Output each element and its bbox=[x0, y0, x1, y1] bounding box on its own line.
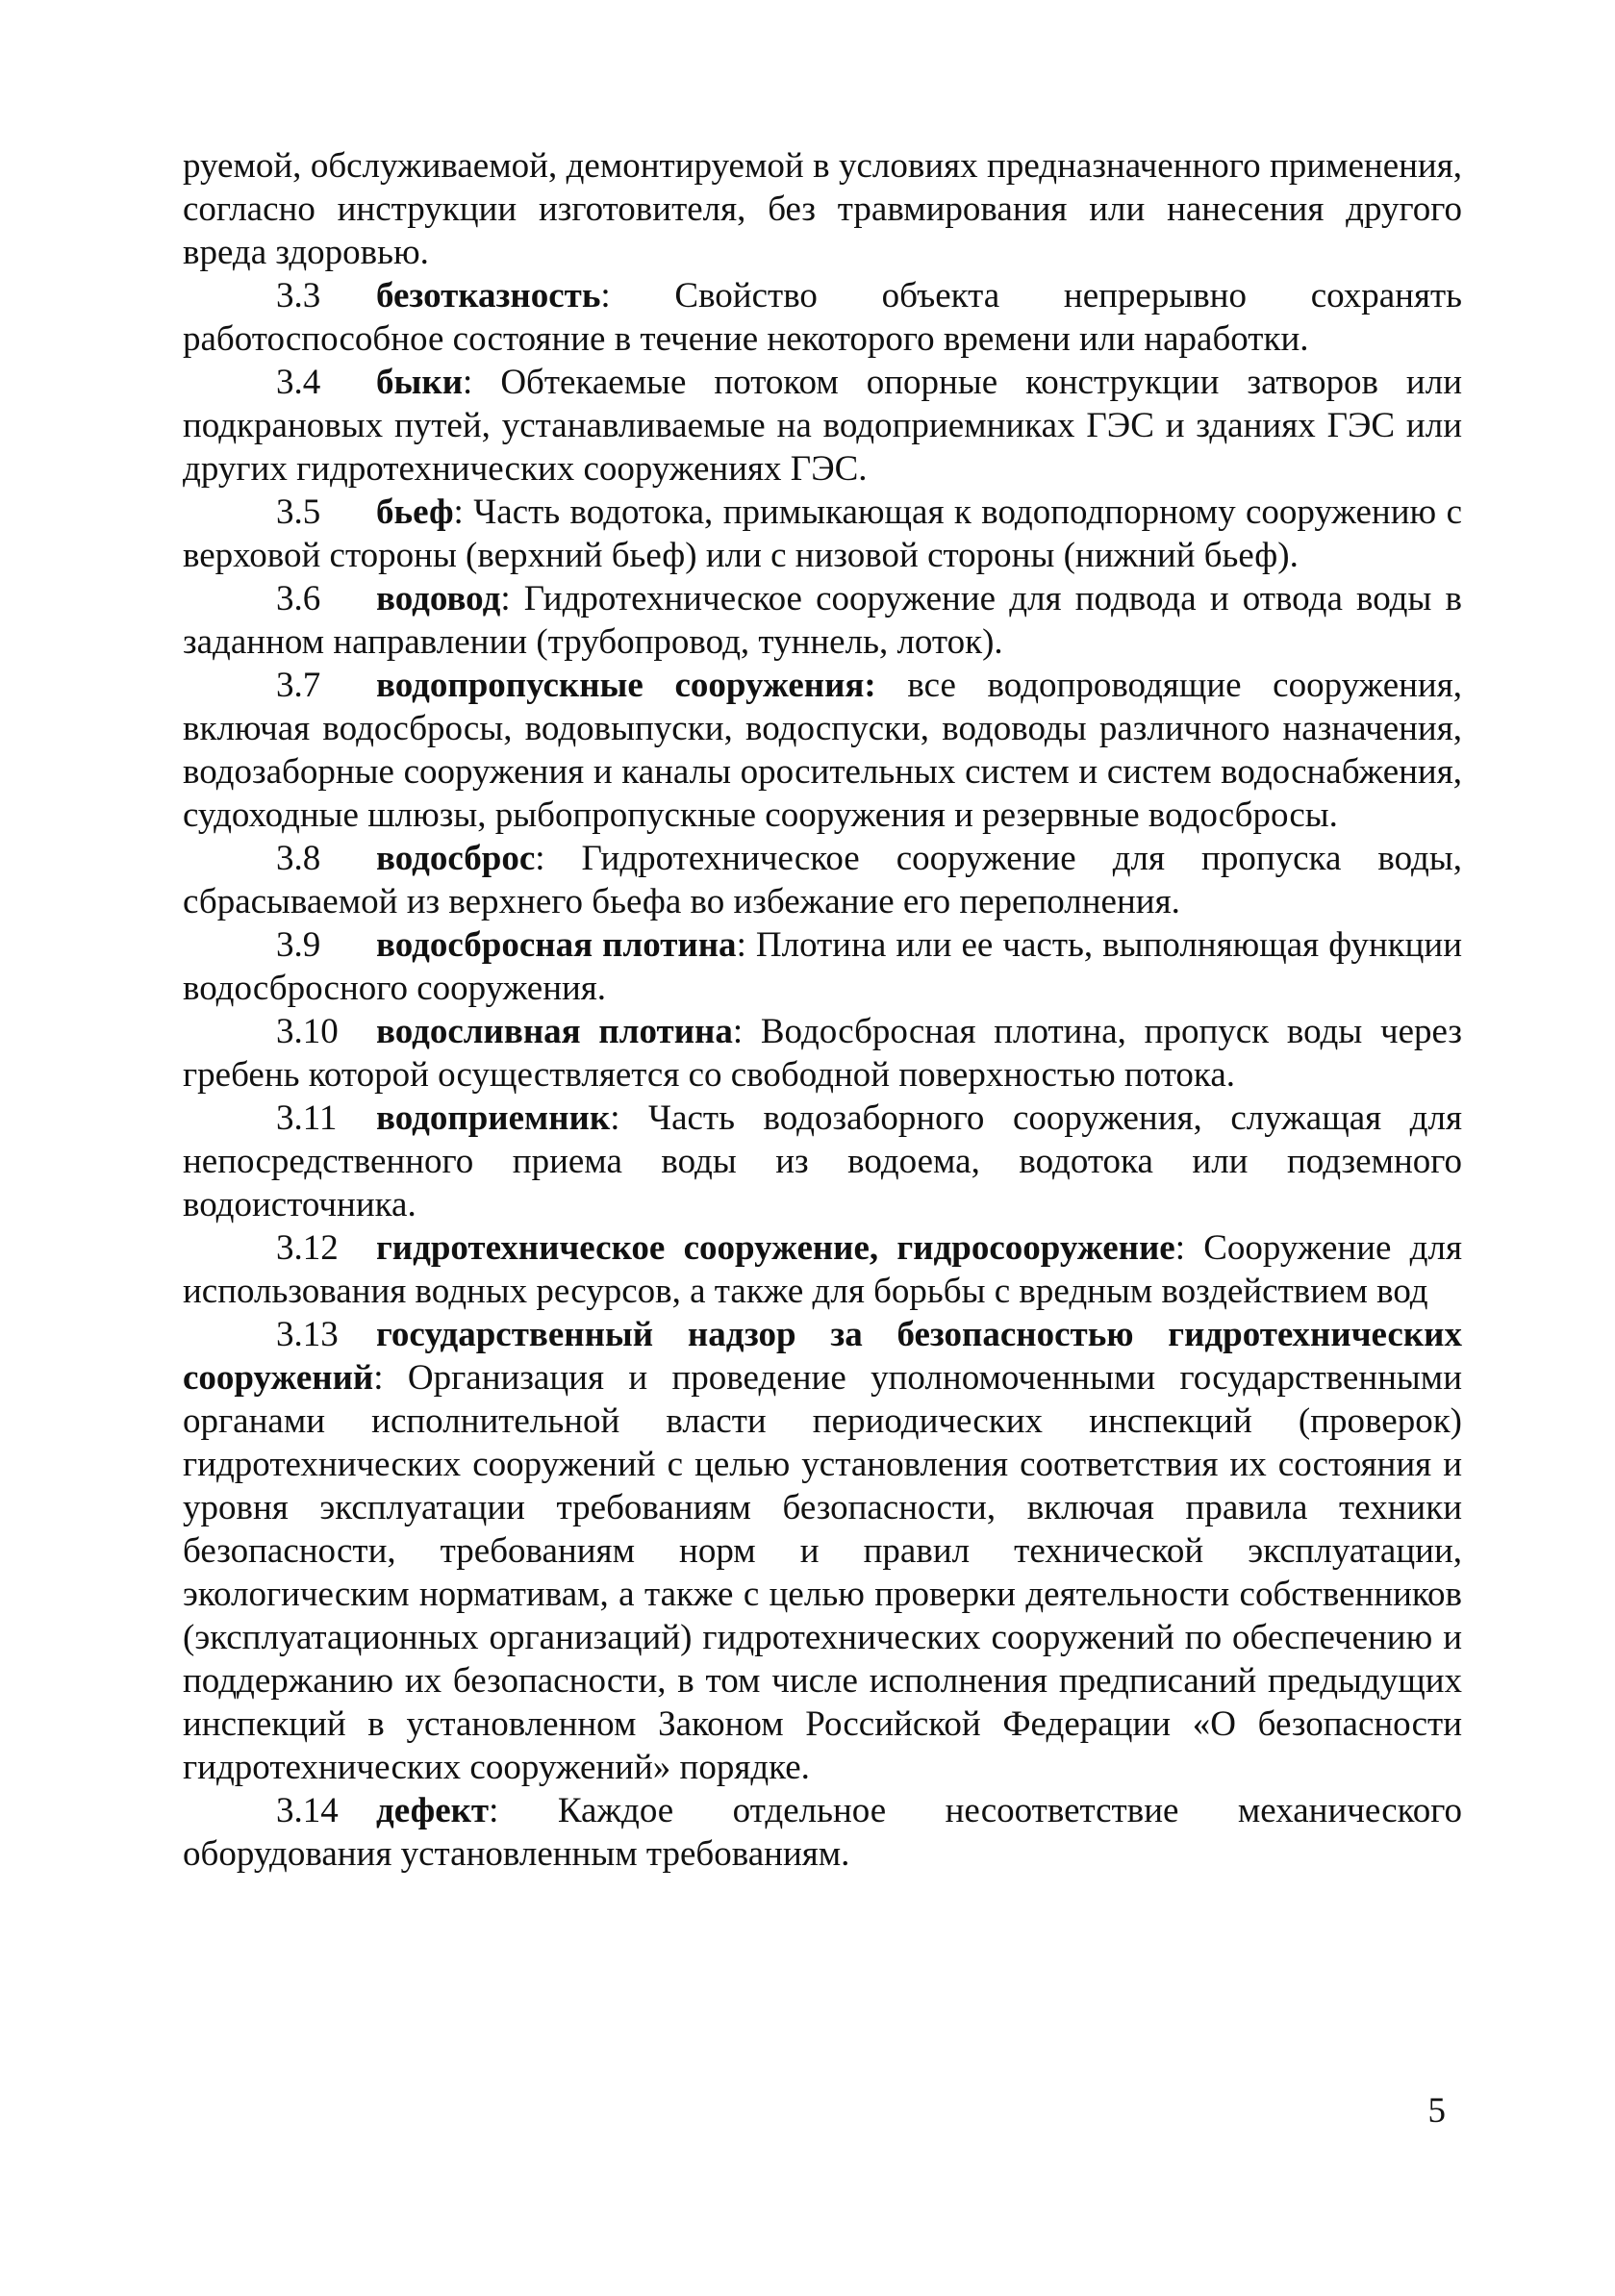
definition-3-12 bbox=[183, 1226, 1462, 1313]
definition-3-11 bbox=[183, 1097, 1462, 1226]
definition-3-4 bbox=[183, 361, 1462, 491]
definition-3-3 bbox=[183, 274, 1462, 361]
definition-3-13 bbox=[183, 1313, 1462, 1789]
page-number: 5 bbox=[1427, 2091, 1446, 2131]
term: безотказность bbox=[376, 276, 601, 315]
clause-number: 3.9 bbox=[276, 925, 321, 965]
definition-3-8 bbox=[183, 837, 1462, 923]
definition-text: Водосбросная плотина, пропуск воды через гребень которой осуществляется со свободной поверхностью потока. bbox=[183, 1012, 1462, 1095]
clause-number: 3.4 bbox=[276, 363, 321, 402]
term-separator: : bbox=[736, 925, 746, 965]
clause-number: 3.12 bbox=[276, 1228, 339, 1268]
clause-number: 3.11 bbox=[276, 1098, 338, 1138]
term: быки bbox=[376, 363, 464, 402]
definition-text: Сооружение для использования водных ресурсов, а также для борьбы с вредным воздействием вод bbox=[183, 1228, 1462, 1311]
term: водовод bbox=[376, 579, 501, 618]
term-separator: : bbox=[463, 363, 473, 402]
definition-text: Гидротехническое сооружение для подвода и отвода воды в заданном направлении (трубопровод, туннель, лоток). bbox=[183, 579, 1462, 662]
definition-3-14 bbox=[183, 1789, 1462, 1876]
term: водосброс bbox=[376, 839, 536, 878]
definition-text: Свойство объекта непрерывно сохранять работоспособное состояние в течение некоторого времени или наработки. bbox=[183, 276, 1462, 359]
clause-number: 3.6 bbox=[276, 579, 321, 618]
clause-number: 3.10 bbox=[276, 1012, 339, 1051]
definition-3-10 bbox=[183, 1010, 1462, 1097]
term-separator: : bbox=[1174, 1228, 1185, 1268]
clause-number: 3.14 bbox=[276, 1791, 339, 1830]
term: водосбросная плотина bbox=[376, 925, 737, 965]
definition-3-7 bbox=[183, 664, 1462, 837]
term: водосливная плотина bbox=[376, 1012, 733, 1051]
definition-text: все водопроводящие сооружения, включая водосбросы, водовыпуски, водоспуски, водоводы различного назначения, водозаборные сооружения и каналы оросительных систем и систем водоснабжения, судоходные шлюзы, рыбопропускные сооружения и резервные водосбросы. bbox=[183, 666, 1462, 835]
term-separator: : bbox=[732, 1012, 744, 1051]
term-separator: : bbox=[535, 839, 545, 878]
clause-number: 3.3 bbox=[276, 276, 321, 315]
clause-number: 3.8 bbox=[276, 839, 321, 878]
definition-3-9 bbox=[183, 923, 1462, 1010]
term-separator: : bbox=[500, 579, 511, 618]
definition-text: Каждое отдельное несоответствие механического оборудования установленным требованиям. bbox=[183, 1791, 1462, 1874]
document-body bbox=[183, 144, 1462, 1876]
clause-number: 3.13 bbox=[276, 1315, 339, 1354]
clause-number: 3.5 bbox=[276, 492, 321, 532]
definition-text: Плотина или ее часть, выполняющая функции водосбросного сооружения. bbox=[183, 925, 1462, 1008]
term-separator: : bbox=[373, 1358, 384, 1398]
term: дефект bbox=[376, 1791, 490, 1830]
term: водопропускные сооружения: bbox=[376, 666, 876, 705]
term: государственный надзор за безопасностью гидротехнических сооружений bbox=[183, 1315, 1462, 1398]
definition-text: Гидротехническое сооружение для пропуска воды, сбрасываемой из верхнего бьефа во избежание его переполнения. bbox=[183, 839, 1462, 921]
term-separator: : bbox=[600, 276, 611, 315]
definition-text: Организация и проведение уполномоченными государственными органами исполнительной власти периодических инспекций (проверок) гидротехнических сооружений с целью установления соответствия их состояния и уровня эксплуатации требованиям безопасности, включая правила техники безопасности, требованиям норм и правил технической эксплуатации, экологическим нормативам, а также с целью проверки деятельности собственников (эксплуатационных организаций) гидротехнических сооружений по обеспечению и поддержанию их безопасности, в том числе исполнения предписаний предыдущих инспекций в установленном Законом Российской Федерации «О безопасности гидротехнических сооружений» порядке. bbox=[183, 1358, 1462, 1787]
term-separator: : bbox=[610, 1098, 620, 1138]
intro-paragraph: руемой, обслуживаемой, демонтируемой в условиях предназначенного применения, согласно инструкции изготовителя, без травмирования или нанесения другого вреда здоровью. bbox=[183, 146, 1462, 272]
term-separator: : bbox=[453, 492, 464, 532]
term-separator: : bbox=[489, 1791, 499, 1830]
term: водоприемник bbox=[376, 1098, 611, 1138]
definition-text: Обтекаемые потоком опорные конструкции затворов или подкрановых путей, устанавливаемые на водоприемниках ГЭС и зданиях ГЭС или других гидротехнических сооружениях ГЭС. bbox=[183, 363, 1462, 489]
definition-3-6 bbox=[183, 577, 1462, 664]
definition-text: Часть водозаборного сооружения, служащая для непосредственного приема воды из водоема, водотока или подземного водоисточника. bbox=[183, 1098, 1462, 1224]
definition-3-5 bbox=[183, 491, 1462, 577]
term: бьеф bbox=[376, 492, 454, 532]
definition-text: Часть водотока, примыкающая к водоподпорному сооружению с верховой стороны (верхний бьеф) или с низовой стороны (нижний бьеф). bbox=[183, 492, 1462, 575]
clause-number: 3.7 bbox=[276, 666, 321, 705]
term: гидротехническое сооружение, гидросооружение bbox=[376, 1228, 1175, 1268]
